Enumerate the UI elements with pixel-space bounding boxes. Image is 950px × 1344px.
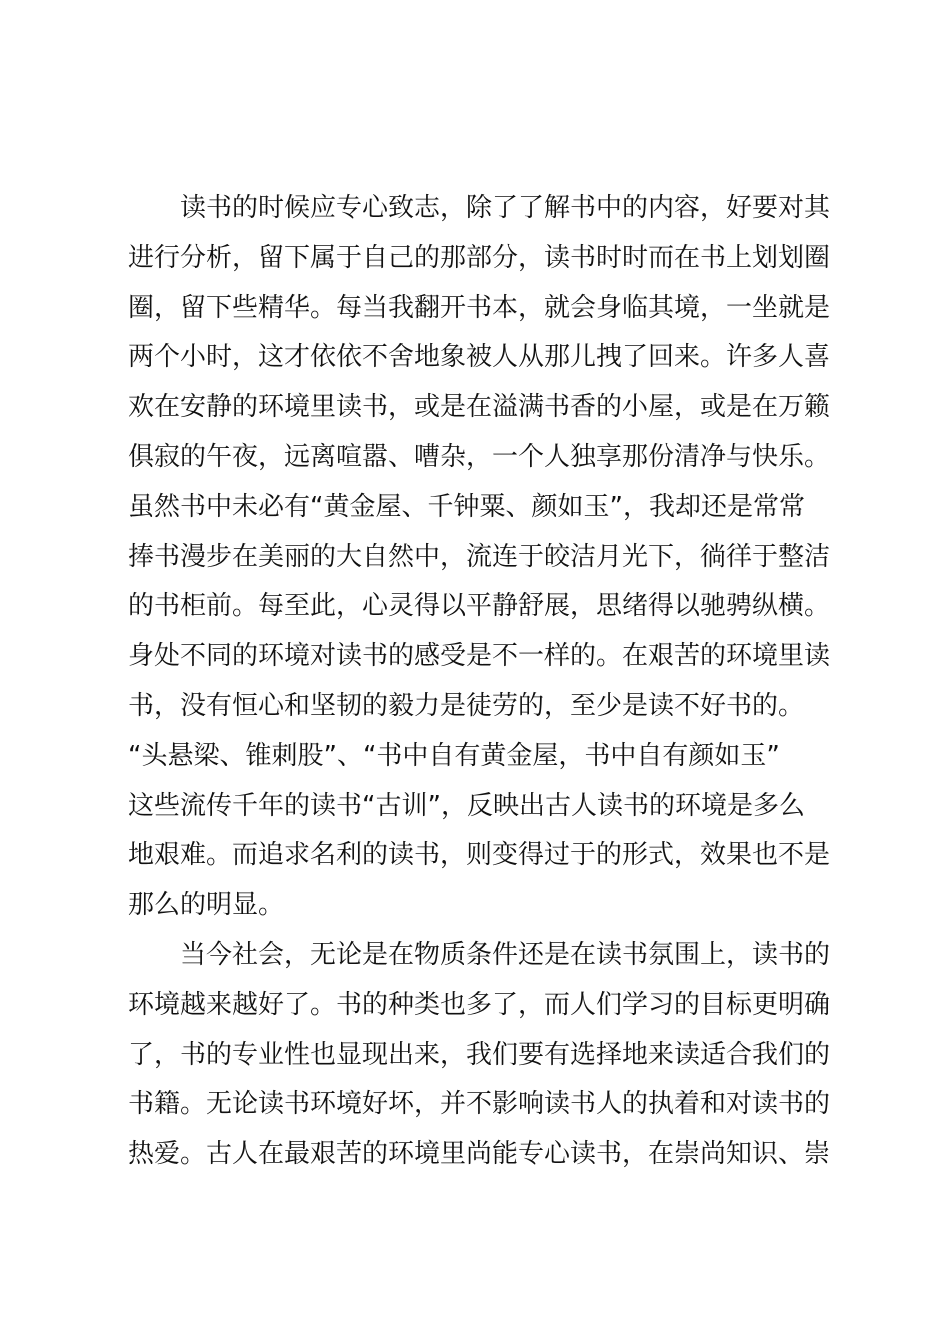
paragraph-1-line-8: 捧书漫步在美丽的大自然中，流连于皎洁月光下，徜徉于整洁 bbox=[128, 541, 831, 572]
paragraph-1-line-13: 这些流传千年的读书“古训”，反映出古人读书的环境是多么 bbox=[128, 790, 805, 821]
paragraph-1-line-4: 两个小时，这才依依不舍地象被人从那儿拽了回来。许多人喜 bbox=[128, 342, 831, 373]
paragraph-2-line-1: 当今社会，无论是在物质条件还是在读书氛围上，读书的 bbox=[180, 939, 831, 970]
body-text bbox=[128, 184, 832, 1180]
paragraph-1-line-12: “头悬梁、锥刺股”、“书中自有黄金屋，书中自有颜如玉” bbox=[128, 740, 780, 771]
paragraph-1-line-7: 虽然书中未必有“黄金屋、千钟粟、颜如玉”，我却还是常常 bbox=[128, 491, 805, 522]
paragraph-1-line-5: 欢在安静的环境里读书，或是在溢满书香的小屋，或是在万籁 bbox=[128, 392, 831, 423]
paragraph-1-line-3: 圈，留下些精华。每当我翻开书本，就会身临其境，一坐就是 bbox=[128, 292, 831, 323]
paragraph-1-line-6: 俱寂的午夜，远离喧嚣、嘈杂，一个人独享那份清净与快乐。 bbox=[128, 441, 831, 472]
paragraph-2-line-3: 了，书的专业性也显现出来，我们要有选择地来读适合我们的 bbox=[128, 1039, 831, 1070]
paragraph-1-line-15: 那么的明显。 bbox=[128, 890, 285, 921]
paragraph-1-line-10: 身处不同的环境对读书的感受是不一样的。在艰苦的环境里读 bbox=[128, 641, 831, 672]
paragraph-2-line-5: 热爱。古人在最艰苦的环境里尚能专心读书，在崇尚知识、崇 bbox=[128, 1139, 831, 1170]
paragraph-2-line-2: 环境越来越好了。书的种类也多了，而人们学习的目标更明确 bbox=[128, 989, 831, 1020]
paragraph-2-line-4: 书籍。无论读书环境好坏，并不影响读书人的执着和对读书的 bbox=[128, 1089, 831, 1120]
paragraph-1-line-1: 读书的时候应专心致志，除了了解书中的内容，好要对其 bbox=[180, 193, 831, 223]
paragraph-1-line-9: 的书柜前。每至此，心灵得以平静舒展，思绪得以驰骋纵横。 bbox=[128, 591, 831, 622]
paragraph-1-line-11: 书，没有恒心和坚韧的毅力是徒劳的，至少是读不好书的。 bbox=[128, 690, 805, 721]
paragraph-1-line-14: 地艰难。而追求名利的读书，则变得过于的形式，效果也不是 bbox=[128, 840, 831, 871]
paragraph-1-line-2: 进行分析，留下属于自己的那部分，读书时时而在书上划划圈 bbox=[128, 242, 831, 273]
